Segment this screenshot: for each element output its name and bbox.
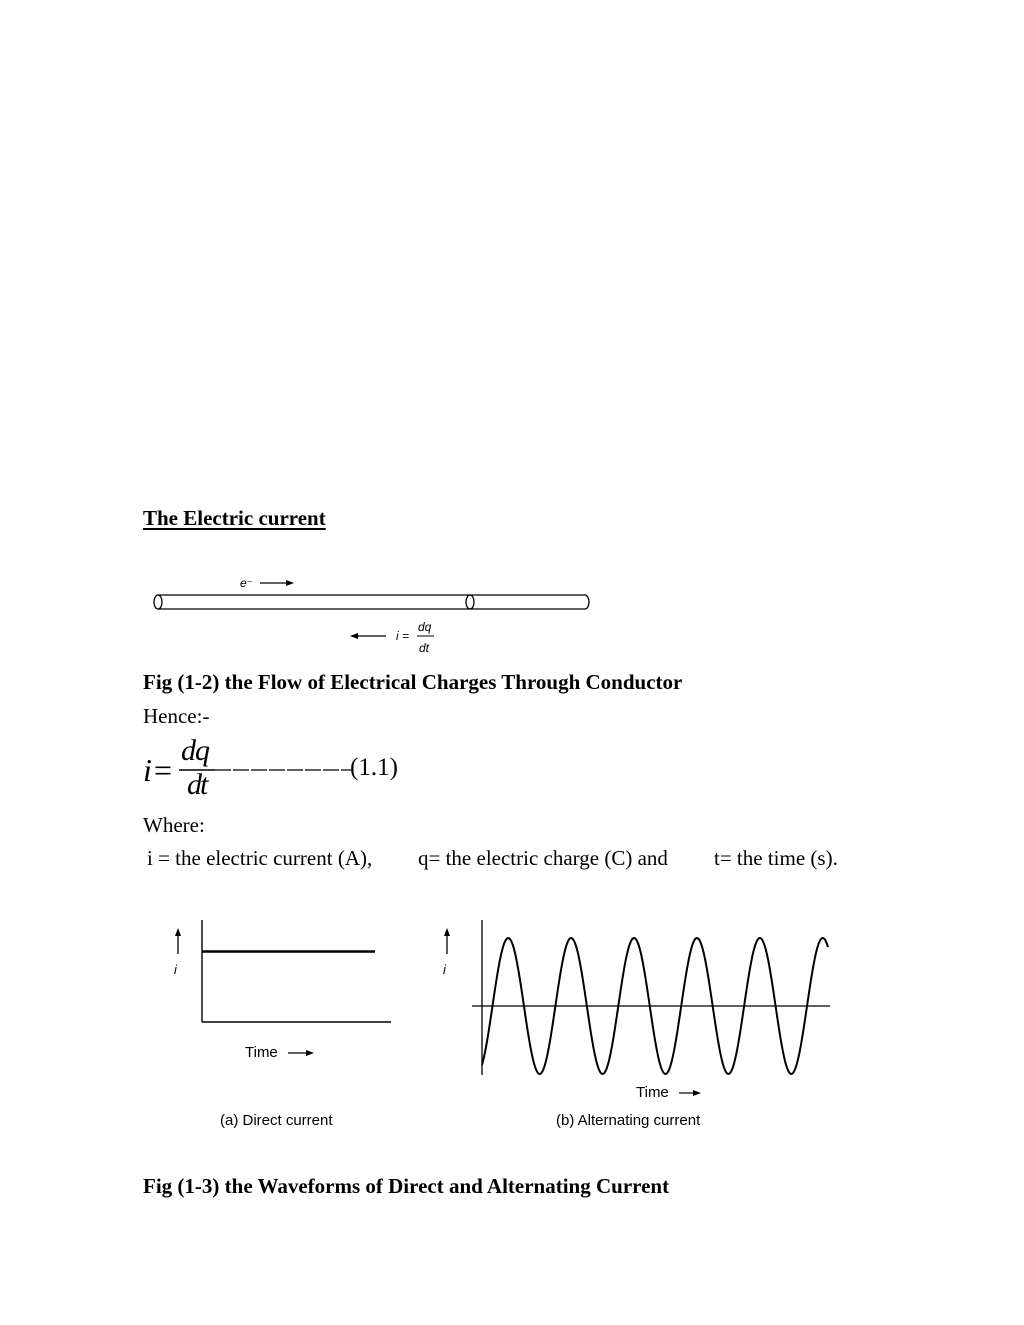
def-charge: q= the electric charge (C) and xyxy=(418,846,668,870)
current-frac-den: dt xyxy=(419,641,430,655)
ac-time-label: Time xyxy=(636,1084,669,1101)
equation-numerator: dq xyxy=(181,734,209,767)
where-text: Where: xyxy=(143,813,205,837)
equation-denominator: dt xyxy=(187,768,207,801)
section-heading: The Electric current xyxy=(143,506,326,530)
current-frac-num: dq xyxy=(418,620,432,634)
dc-time-label: Time xyxy=(245,1044,278,1061)
ac-i-axis-arrow-icon xyxy=(444,928,450,954)
current-label: i = xyxy=(396,629,410,643)
ac-time-arrow-icon xyxy=(679,1090,701,1096)
equation xyxy=(143,734,443,808)
equation-lhs: i= xyxy=(143,752,174,788)
conductor xyxy=(154,595,589,609)
current-arrow-icon xyxy=(350,633,386,639)
ac-caption-label: (b) Alternating current xyxy=(556,1112,701,1129)
conductor-diagram xyxy=(140,565,610,660)
dc-axis-label: i xyxy=(174,962,177,977)
fig12-caption: Fig (1-2) the Flow of Electrical Charges Through Conductor xyxy=(143,670,683,694)
electron-label: e⁻ xyxy=(240,576,254,590)
hence-text: Hence:- xyxy=(143,704,210,728)
dc-waveform-diagram xyxy=(160,910,400,1140)
def-current: i = the electric current (A), xyxy=(147,846,373,870)
ac-waveform-diagram xyxy=(430,910,840,1140)
fig13-caption: Fig (1-3) the Waveforms of Direct and Alternating Current xyxy=(143,1174,670,1198)
dc-i-axis-arrow-icon xyxy=(175,928,181,954)
equation-number: (1.1) xyxy=(350,754,398,781)
def-time: t= the time (s). xyxy=(714,846,838,870)
electron-arrow-icon xyxy=(260,580,294,586)
equation-fraction-line xyxy=(179,767,351,773)
dc-time-arrow-icon xyxy=(288,1050,314,1056)
dc-caption-label: (a) Direct current xyxy=(220,1112,333,1129)
ac-axis-label: i xyxy=(443,962,446,977)
